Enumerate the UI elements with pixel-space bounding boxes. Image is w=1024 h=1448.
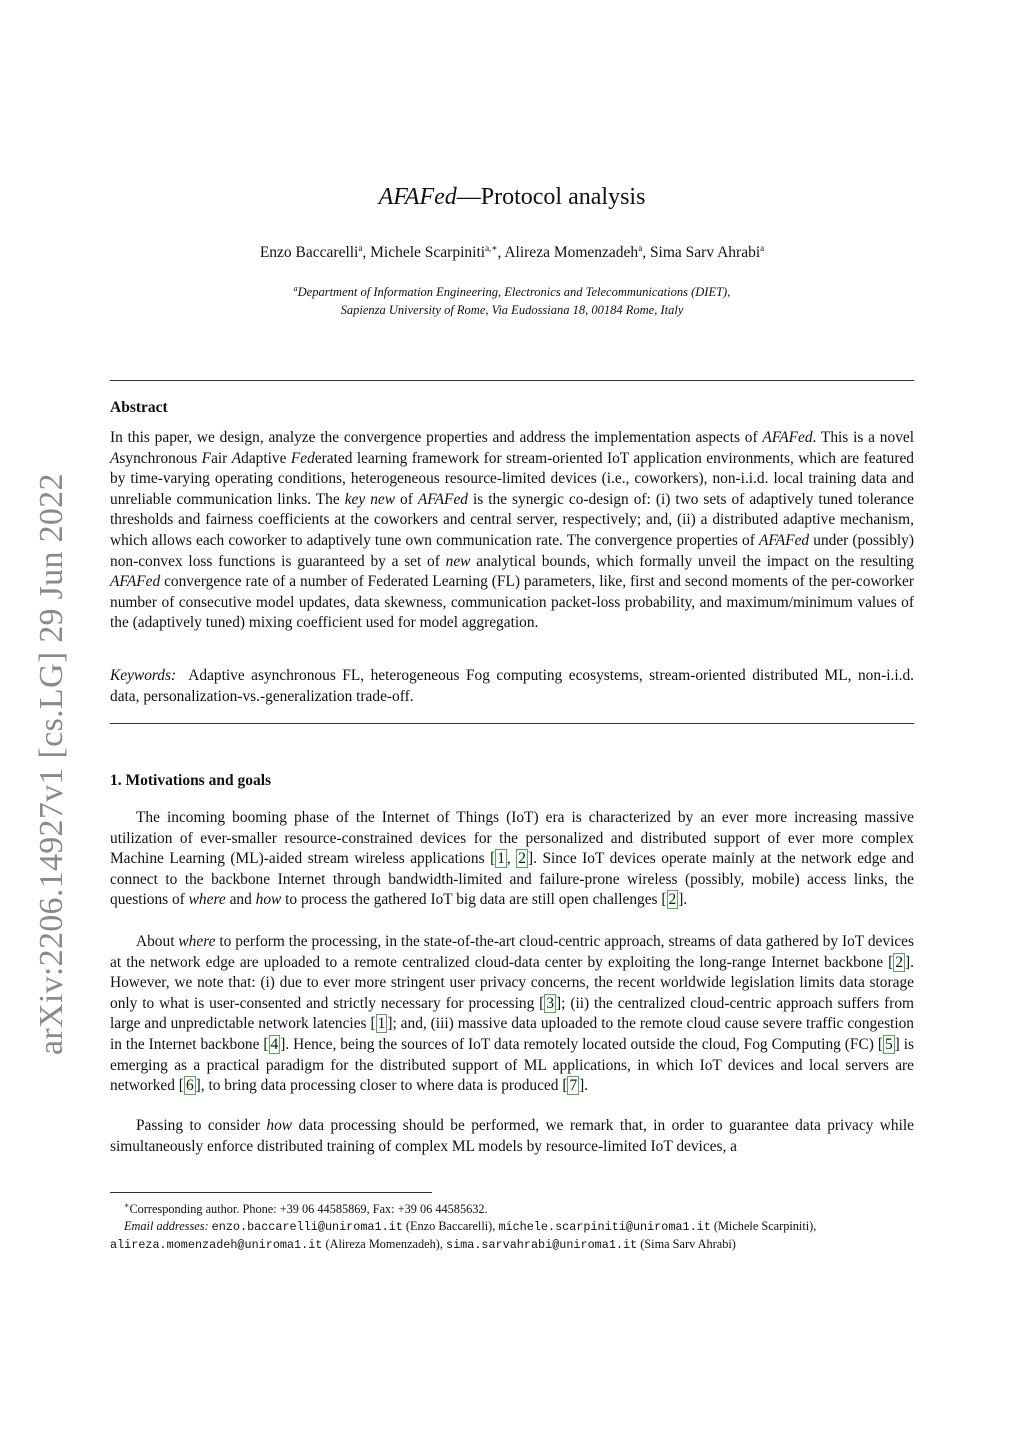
text-emphasis: Fed [290, 449, 315, 467]
author-name: Enzo Baccarelli [259, 244, 359, 262]
text-segment: The incoming booming phase of the Internet of Things (IoT) era is characterized by an ever more increasing massive utilization of ever-smaller resource-constrained devices for the personalized and distributed support of ever more complex Machine Learning (ML)-aided stream wireless applications [ [110, 809, 914, 868]
text-emphasis: how [266, 1117, 293, 1134]
email-link[interactable]: enzo.baccarelli@uniroma1.it [211, 1220, 403, 1235]
citation-link[interactable]: 6 [185, 1077, 194, 1095]
text-segment: ], to bring data processing closer to where data is produced [ [195, 1077, 568, 1095]
citation-link[interactable]: 2 [668, 891, 677, 909]
citation-link[interactable]: 3 [546, 994, 555, 1012]
author-list: Enzo Baccarelli$^a$, Michele Scarpiniti$^{a,∗}$, Alireza Momenzadeh$^a$, Sima Sarv Ahrabi$^a$ [259, 243, 765, 262]
footnote [110, 1197, 914, 1254]
body-paragraph-3 [110, 1116, 914, 1157]
email-owner: (Michele Scarpiniti), [713, 1219, 817, 1234]
footnote-mark: ∗ [124, 1201, 130, 1210]
author-affil-mark: a [358, 243, 363, 253]
citation-link[interactable]: 4 [270, 1035, 279, 1053]
footnote-rule [110, 1192, 432, 1193]
body-paragraph-2 [110, 932, 914, 1097]
text-segment: ]; (ii) the centralized cloud-centric approach suffers from large and unpredictable network latencies [ [110, 994, 915, 1033]
citation-link[interactable]: 1 [497, 850, 505, 868]
email-owner: (Alireza Momenzadeh), [325, 1237, 443, 1252]
email-link[interactable]: michele.scarpiniti@uniroma1.it [498, 1220, 711, 1235]
keywords [110, 666, 914, 707]
email-link[interactable]: alireza.momenzadeh@uniroma1.it [110, 1238, 323, 1253]
text-emphasis: AFAFed [758, 531, 810, 549]
text-segment: ]. [678, 891, 688, 909]
email-addresses [110, 1218, 914, 1236]
text-segment: ]; and, (iii) massive data uploaded to the remote cloud cause severe traffic congestion in the Internet backbone [ [110, 1015, 915, 1053]
affiliation-line: Sapienza University of Rome, Via Eudossiana 18, 00184 Rome, Italy [340, 303, 684, 318]
text-segment: to process the gathered IoT big data are still open challenges [ [281, 891, 667, 909]
text-segment: About [136, 933, 179, 950]
affiliation-line: Department of Information Engineering, Electronics and Telecommunications (DIET), [297, 285, 731, 300]
author-name: Alireza Momenzadeh [504, 244, 639, 262]
citation-link[interactable]: 2 [895, 953, 904, 971]
text-segment: daptive [241, 449, 291, 467]
email-addresses-cont [110, 1236, 914, 1254]
arxiv-sidebar-stamp: arXiv:2206.14927v1 [cs.LG] 29 Jun 2022 [33, 473, 70, 1055]
text-emphasis: AFAFed [762, 429, 813, 446]
text-segment: synchronous [119, 449, 202, 467]
email-owner: (Sima Sarv Ahrabi) [640, 1237, 736, 1252]
footnote-text: Corresponding author. Phone: +39 06 44585869, Fax: +39 06 44585632. [129, 1202, 488, 1217]
author-name: Sima Sarv Ahrabi [649, 244, 761, 262]
text-emphasis: AFAFed [110, 573, 161, 591]
text-segment: In this paper, we design, analyze the convergence properties and address the implementation aspects of [110, 429, 763, 446]
text-emphasis: AFAFed [417, 490, 468, 508]
text-segment: Passing to consider [136, 1117, 267, 1134]
text-emphasis: how [255, 891, 282, 909]
text-segment: ]. Since IoT devices operate mainly at the network edge and connect to the backbone Internet through bandwidth-limited and failure-prone wireless (possibly, mobile) access links, the questions of [110, 850, 914, 909]
paper-title [110, 184, 914, 211]
abstract-bottom-rule [110, 723, 914, 724]
author-affil-mark: a,∗ [485, 243, 498, 253]
abstract-text [110, 428, 914, 634]
text-segment: under (possibly) non-convex loss functions is guaranteed by a set of [110, 531, 914, 570]
corresponding-author-note [110, 1197, 914, 1218]
citation-link[interactable]: 2 [518, 850, 526, 868]
text-segment: convergence rate of a number of Federated Learning (FL) parameters, like, first and second moments of the per-coworker number of consecutive model updates, data skewness, communication packet-loss probability, and maximum/minimum values of the (adaptively tuned) mixing coefficient used for model aggregation. [110, 573, 914, 632]
text-emphasis: new [445, 552, 471, 570]
email-owner: (Enzo Baccarelli), [405, 1219, 496, 1234]
section-heading: 1. Motivations and goals [110, 772, 272, 789]
abstract-heading: Abstract [110, 399, 168, 416]
author-name: Michele Scarpiniti [370, 244, 486, 262]
text-segment: ]. Hence, being the sources of IoT data remotely located outside the cloud, Fog Computing (FC) [ [280, 1035, 883, 1053]
text-emphasis: where [178, 933, 216, 950]
author-affil-mark: a [638, 243, 643, 253]
text-emphasis: where [188, 891, 226, 909]
title-emphasis: AFAFed [378, 184, 457, 210]
keywords-label: Keywords: [110, 667, 177, 684]
author-affil-mark: a [760, 243, 765, 253]
text-segment: erated learning framework for stream-oriented IoT application environments, which are featured by time-varying operating conditions, heterogeneous resource-limited devices (i.e., coworkers), non-i.i.d. local training data and unreliable communication links. The [110, 449, 914, 508]
email-label: Email addresses: [124, 1219, 209, 1234]
text-segment: data processing should be performed, we remark that, in order to guarantee data privacy while simultaneously enforce distributed training of complex ML models by resource-limited IoT devices, a [110, 1117, 914, 1155]
text-emphasis: key new [344, 490, 395, 508]
keywords-text: Adaptive asynchronous FL, heterogeneous Fog computing ecosystems, stream-oriented distributed ML, non-i.i.d. data, personalization-vs.-generalization trade-off. [110, 667, 914, 705]
text-segment: and [225, 891, 256, 909]
text-emphasis: A [231, 449, 242, 467]
citation-link[interactable]: 7 [569, 1077, 578, 1095]
title-rest: —Protocol analysis [456, 184, 646, 210]
email-link[interactable]: sima.sarvahrabi@uniroma1.it [446, 1238, 638, 1253]
text-segment: analytical bounds, which formally unveil the impact on the resulting [470, 552, 914, 570]
affiliation [110, 280, 914, 319]
text-segment: ]. [579, 1077, 589, 1095]
text-segment: ]. However, we note that: (i) due to ever more stringent user privacy concerns, the recent worldwide legislation limits data storage only to what is user-consented and strictly necessary for processing [ [110, 953, 914, 1012]
abstract-top-rule [110, 380, 914, 381]
text-segment: . This is a novel [812, 429, 914, 446]
text-segment: of [395, 490, 418, 508]
text-segment: is the synergic co-design of: (i) two sets of adaptively tuned tolerance thresholds and fairness coefficients at the coworkers and central server, respectively; and, (ii) a distributed adaptive mechanism, which allows each coworker to adaptively tune own communication rate. The convergence properties of [110, 490, 915, 549]
text-segment: air [211, 449, 232, 467]
text-segment: ] is emerging as a practical paradigm for the distributed support of ML applications, in which IoT devices and local servers are networked [ [110, 1035, 914, 1095]
text-segment: , [506, 850, 517, 868]
affiliation-mark: a [293, 284, 298, 293]
citation-link[interactable]: 1 [377, 1015, 386, 1033]
body-paragraph-1 [110, 808, 914, 911]
text-emphasis: A [110, 449, 120, 467]
text-emphasis: F [201, 449, 212, 467]
text-segment: to perform the processing, in the state-of-the-art cloud-centric approach, streams of data gathered by IoT devices at the network edge are uploaded to a remote centralized cloud-data center by exploiting the long-range Internet backbone [ [110, 933, 914, 971]
citation-link[interactable]: 5 [884, 1035, 893, 1053]
